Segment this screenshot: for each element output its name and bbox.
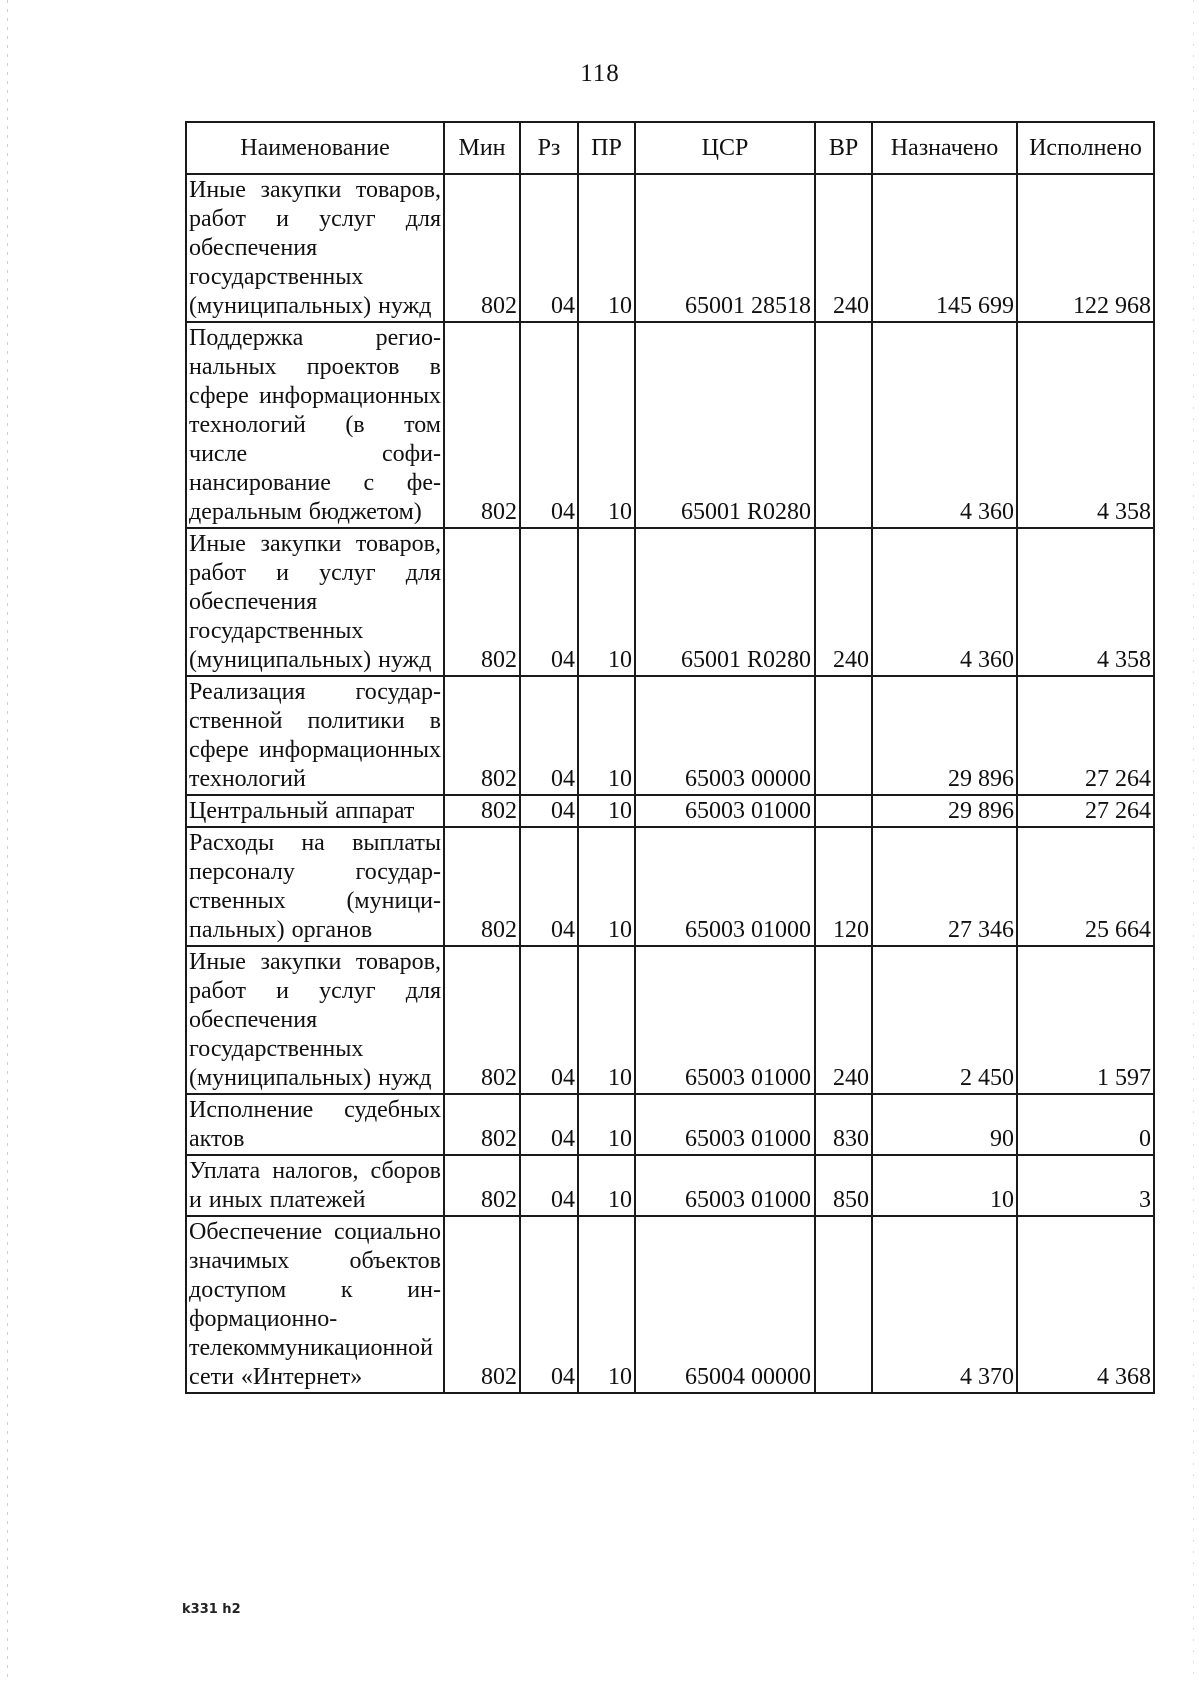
cell-min: 802	[444, 1094, 520, 1155]
cell-assigned: 90	[872, 1094, 1017, 1155]
cell-min: 802	[444, 795, 520, 827]
cell-min: 802	[444, 528, 520, 676]
cell-name: Обеспечение социально значимых объектов доступом к информационно-телекоммуникационной сети «Интернет»	[186, 1216, 444, 1393]
document-code: k331 h2	[182, 1602, 241, 1617]
cell-assigned: 2 450	[872, 946, 1017, 1094]
cell-min: 802	[444, 174, 520, 322]
cell-vr	[815, 676, 872, 795]
cell-rz: 04	[520, 174, 578, 322]
header-name: Наименование	[186, 122, 444, 174]
cell-assigned: 10	[872, 1155, 1017, 1216]
cell-csr: 65001 R0280	[635, 322, 815, 528]
cell-min: 802	[444, 676, 520, 795]
cell-name: Иные закупки товаров, работ и услуг для обеспечения государственных (муниципальных) нужд	[186, 946, 444, 1094]
cell-vr: 120	[815, 827, 872, 946]
cell-csr: 65003 01000	[635, 1155, 815, 1216]
cell-pr: 10	[578, 1094, 635, 1155]
cell-csr: 65003 01000	[635, 1094, 815, 1155]
cell-min: 802	[444, 1155, 520, 1216]
cell-rz: 04	[520, 1155, 578, 1216]
cell-pr: 10	[578, 174, 635, 322]
cell-pr: 10	[578, 795, 635, 827]
cell-csr: 65001 R0280	[635, 528, 815, 676]
cell-pr: 10	[578, 827, 635, 946]
cell-name: Иные закупки товаров, работ и услуг для обеспечения государственных (муниципальных) нужд	[186, 528, 444, 676]
cell-pr: 10	[578, 676, 635, 795]
cell-pr: 10	[578, 528, 635, 676]
cell-rz: 04	[520, 528, 578, 676]
cell-csr: 65003 00000	[635, 676, 815, 795]
cell-csr: 65003 01000	[635, 827, 815, 946]
cell-pr: 10	[578, 1155, 635, 1216]
cell-rz: 04	[520, 1094, 578, 1155]
cell-pr: 10	[578, 946, 635, 1094]
table-row	[186, 174, 1154, 322]
page-number: 118	[580, 60, 620, 87]
cell-executed: 1 597	[1017, 946, 1154, 1094]
cell-executed: 25 664	[1017, 827, 1154, 946]
cell-name: Реализация государственной политики в сфере информационных технологий	[186, 676, 444, 795]
scan-edge-right	[1193, 0, 1194, 1683]
cell-assigned: 4 360	[872, 322, 1017, 528]
table-row	[186, 946, 1154, 1094]
table-body	[186, 174, 1154, 1393]
cell-vr	[815, 322, 872, 528]
header-pr: ПР	[578, 122, 635, 174]
cell-rz: 04	[520, 946, 578, 1094]
cell-name: Центральный аппарат	[186, 795, 444, 827]
cell-csr: 65003 01000	[635, 946, 815, 1094]
cell-vr	[815, 795, 872, 827]
cell-executed: 4 358	[1017, 528, 1154, 676]
header-executed: Исполнено	[1017, 122, 1154, 174]
cell-assigned: 29 896	[872, 676, 1017, 795]
header-rz: Рз	[520, 122, 578, 174]
cell-assigned: 27 346	[872, 827, 1017, 946]
cell-min: 802	[444, 946, 520, 1094]
table-row	[186, 827, 1154, 946]
cell-rz: 04	[520, 795, 578, 827]
cell-min: 802	[444, 827, 520, 946]
table-row	[186, 795, 1154, 827]
cell-rz: 04	[520, 827, 578, 946]
scan-edge-left	[7, 0, 8, 1683]
table-header-row	[186, 122, 1154, 174]
table-row	[186, 1094, 1154, 1155]
cell-csr: 65001 28518	[635, 174, 815, 322]
table-row	[186, 1216, 1154, 1393]
cell-assigned: 4 360	[872, 528, 1017, 676]
cell-executed: 4 368	[1017, 1216, 1154, 1393]
cell-vr: 240	[815, 528, 872, 676]
cell-rz: 04	[520, 676, 578, 795]
cell-executed: 27 264	[1017, 795, 1154, 827]
cell-executed: 122 968	[1017, 174, 1154, 322]
table-row	[186, 322, 1154, 528]
header-assigned: Назначено	[872, 122, 1017, 174]
budget-table	[185, 121, 1155, 1394]
cell-csr: 65003 01000	[635, 795, 815, 827]
header-csr: ЦСР	[635, 122, 815, 174]
cell-min: 802	[444, 322, 520, 528]
cell-vr	[815, 1216, 872, 1393]
header-min: Мин	[444, 122, 520, 174]
cell-executed: 4 358	[1017, 322, 1154, 528]
cell-name: Расходы на выплаты персоналу государственных (муниципальных) органов	[186, 827, 444, 946]
table-row	[186, 676, 1154, 795]
cell-vr: 850	[815, 1155, 872, 1216]
cell-assigned: 29 896	[872, 795, 1017, 827]
cell-rz: 04	[520, 322, 578, 528]
header-vr: ВР	[815, 122, 872, 174]
cell-pr: 10	[578, 1216, 635, 1393]
cell-csr: 65004 00000	[635, 1216, 815, 1393]
cell-name: Иные закупки товаров, работ и услуг для обеспечения государственных (муниципальных) нужд	[186, 174, 444, 322]
table-row	[186, 1155, 1154, 1216]
cell-vr: 830	[815, 1094, 872, 1155]
cell-vr: 240	[815, 946, 872, 1094]
cell-executed: 27 264	[1017, 676, 1154, 795]
cell-pr: 10	[578, 322, 635, 528]
cell-name: Поддержка региональных проектов в сфере информационных технологий (в том числе софинансирование с федеральным бюджетом)	[186, 322, 444, 528]
table-row	[186, 528, 1154, 676]
cell-vr: 240	[815, 174, 872, 322]
cell-min: 802	[444, 1216, 520, 1393]
cell-assigned: 145 699	[872, 174, 1017, 322]
cell-executed: 0	[1017, 1094, 1154, 1155]
cell-name: Уплата налогов, сборов и иных платежей	[186, 1155, 444, 1216]
cell-rz: 04	[520, 1216, 578, 1393]
cell-name: Исполнение судебных актов	[186, 1094, 444, 1155]
cell-executed: 3	[1017, 1155, 1154, 1216]
cell-assigned: 4 370	[872, 1216, 1017, 1393]
